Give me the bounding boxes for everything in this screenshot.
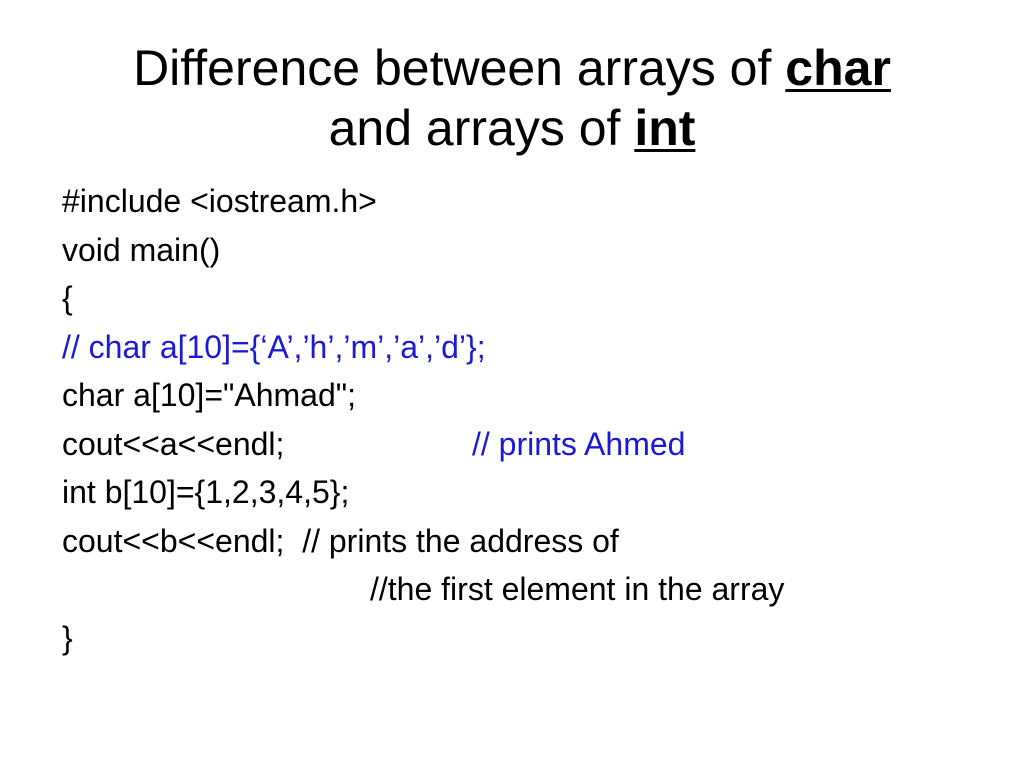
code-line-char-array: char a[10]="Ahmad";	[62, 377, 356, 413]
code-line-int-array: int b[10]={1,2,3,4,5};	[62, 474, 350, 510]
title-keyword-int: int	[634, 100, 696, 156]
code-listing	[62, 177, 1002, 662]
cout-a-code: cout<<a<<endl;	[62, 425, 285, 462]
code-line-open-brace: {	[62, 280, 73, 316]
code-line-close-brace: }	[62, 619, 73, 656]
code-line-cout-a	[62, 420, 1002, 469]
code-line-comment-char-array: // char a[10]={‘A’,’h’,’m’,’a’,’d’};	[62, 328, 486, 365]
title-keyword-char: char	[785, 40, 891, 96]
title-text-1: Difference between arrays of	[133, 40, 786, 96]
slide-title	[0, 38, 1024, 158]
title-text-2: and arrays of	[328, 100, 635, 156]
code-line-cout-b-continuation: //the first element in the array	[370, 571, 785, 607]
cout-a-comment: // prints Ahmed	[472, 425, 686, 462]
code-line-include: #include <iostream.h>	[62, 183, 377, 219]
code-line-main: void main()	[62, 231, 221, 268]
code-line-cout-b: cout<<b<<endl; // prints the address of	[62, 522, 619, 559]
